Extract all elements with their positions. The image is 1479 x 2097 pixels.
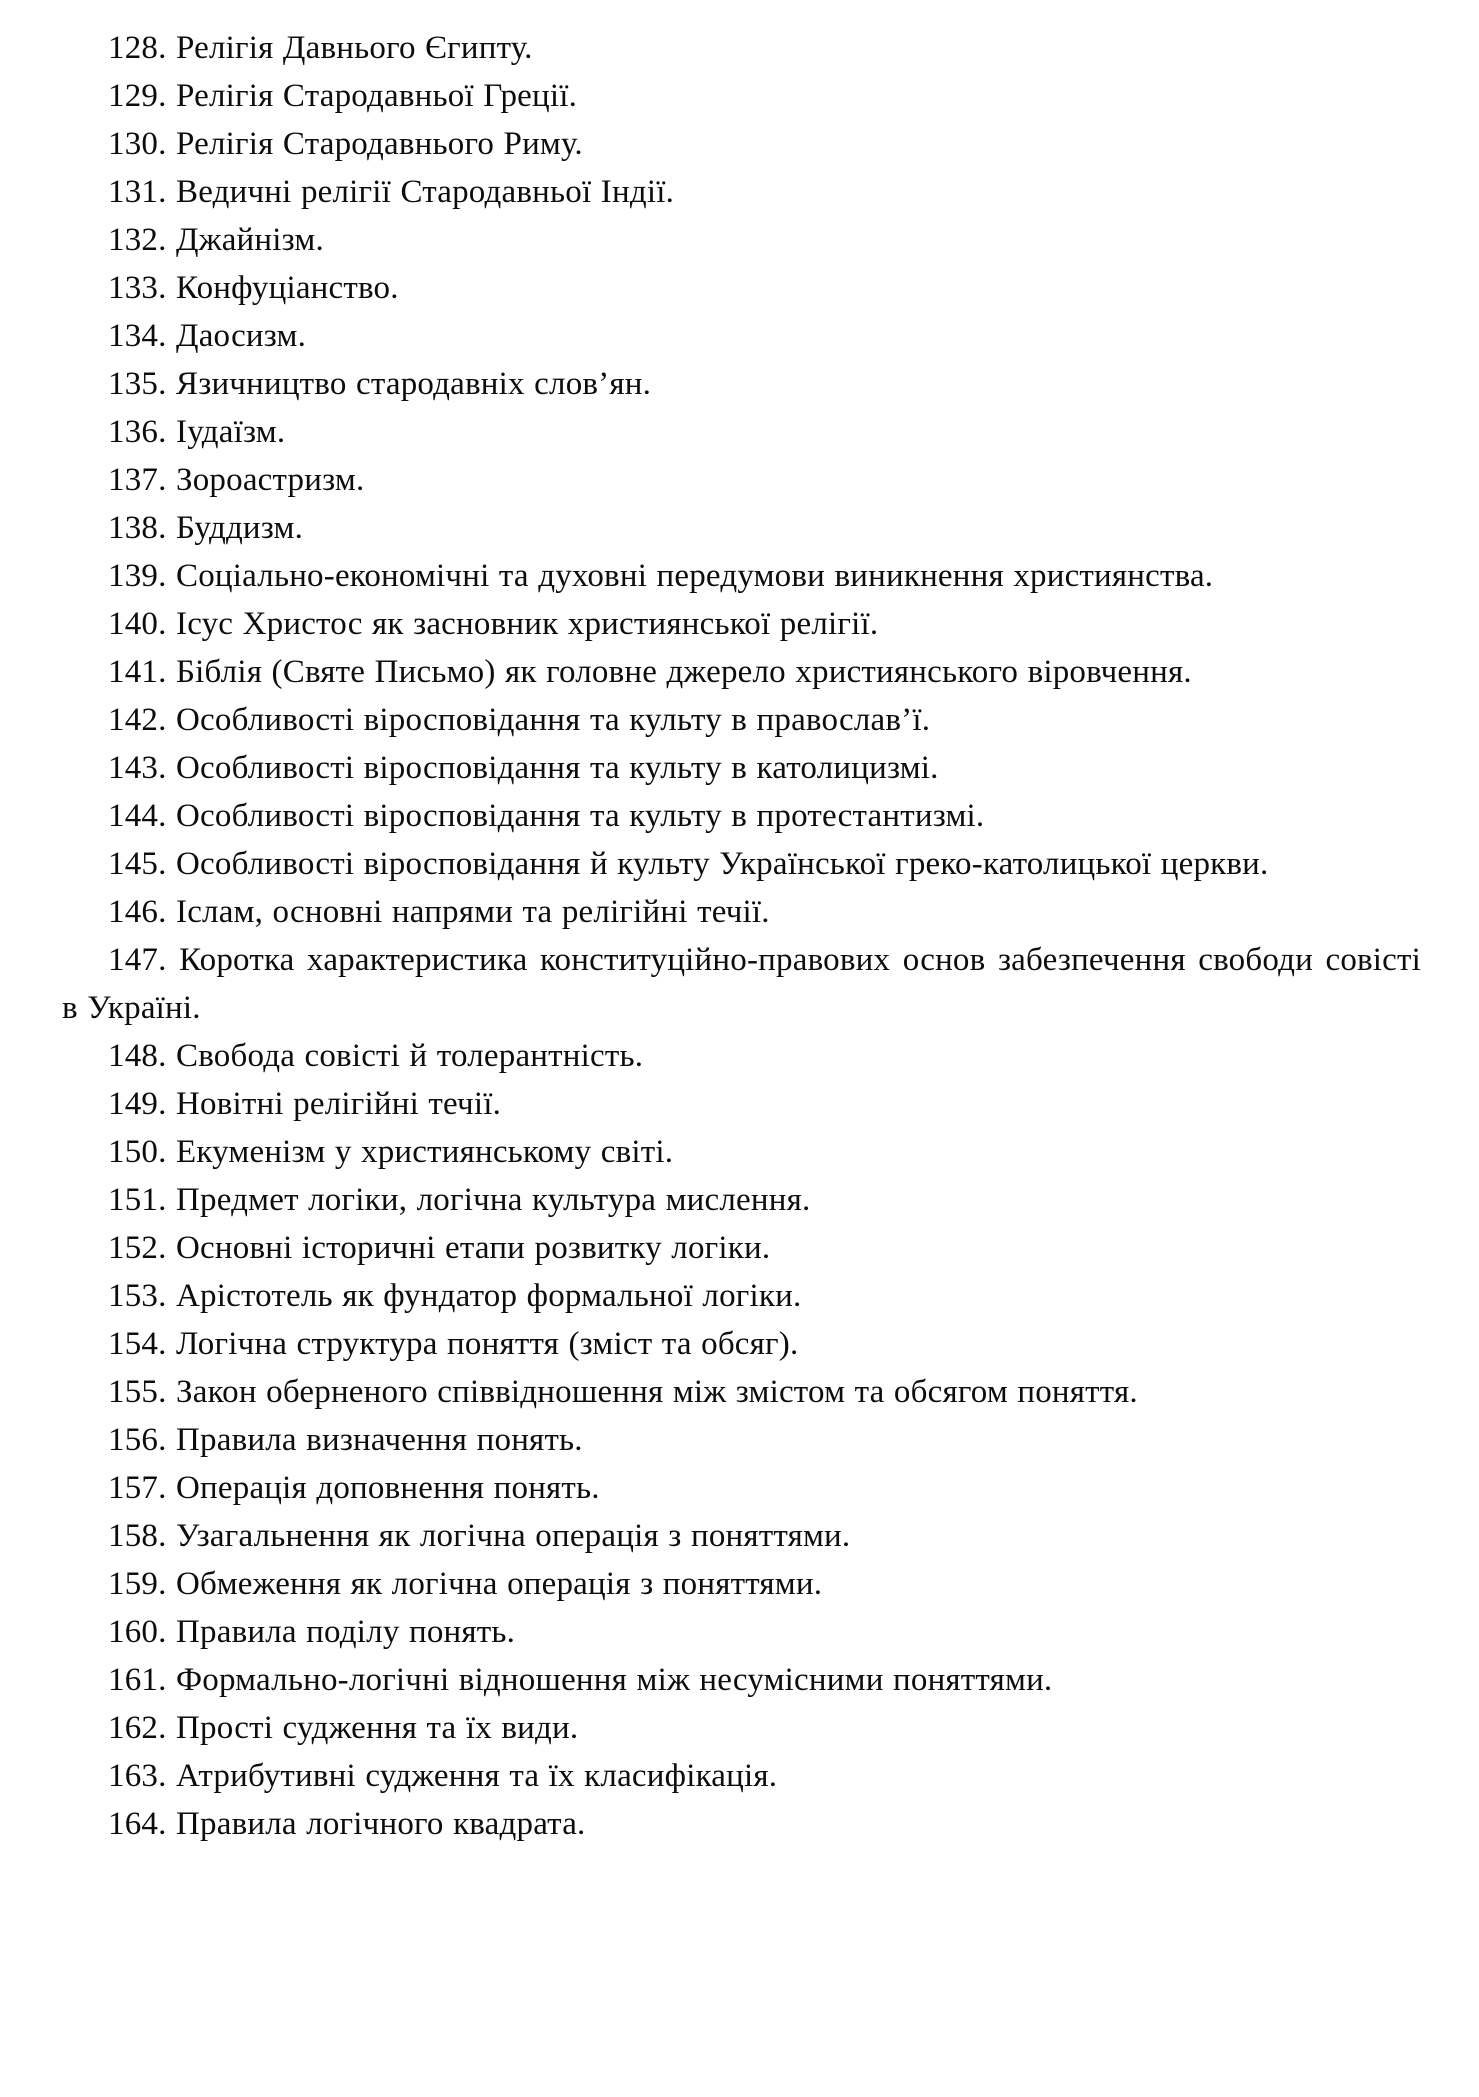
list-item: 151. Предмет логіки, логічна культура мислення. [108, 1182, 811, 1218]
list-item: 142. Особливості віросповідання та культу в православ’ї. [108, 702, 931, 738]
list-item: 141. Біблія (Святе Письмо) як головне джерело християнського віровчення. [108, 654, 1192, 690]
list-item: 136. Іудаїзм. [108, 414, 286, 450]
list-item: 133. Конфуціанство. [108, 270, 399, 306]
list-item: 164. Правила логічного квадрата. [108, 1806, 586, 1842]
list-item: 135. Язичництво стародавніх слов’ян. [108, 366, 652, 402]
list-item: 145. Особливості віросповідання й культу Української греко-католицької церкви. [108, 846, 1269, 882]
list-item: 158. Узагальнення як логічна операція з поняттями. [108, 1518, 851, 1554]
list-item: 129. Релігія Стародавньої Греції. [108, 78, 578, 114]
list-item: 137. Зороастризм. [108, 462, 365, 498]
list-item: 156. Правила визначення понять. [108, 1422, 583, 1458]
list-item: 140. Ісус Христос як засновник християнської релігії. [108, 606, 879, 642]
list-item: 154. Логічна структура поняття (зміст та обсяг). [108, 1326, 799, 1362]
list-item: 148. Свобода совісті й толерантність. [108, 1038, 644, 1074]
list-item: 147. Коротка характеристика конституційно-правових основ забезпечення свободи совісті в Україні. [62, 942, 1421, 1026]
list-item: 163. Атрибутивні судження та їх класифікація. [108, 1758, 778, 1794]
list-item: 144. Особливості віросповідання та культу в протестантизмі. [108, 798, 985, 834]
list-item: 150. Екуменізм у християнському світі. [108, 1134, 674, 1170]
list-item: 155. Закон оберненого співвідношення між змістом та обсягом поняття. [108, 1374, 1138, 1410]
question-list [62, 24, 1421, 1848]
list-item: 161. Формально-логічні відношення між несумісними поняттями. [108, 1662, 1053, 1698]
list-item: 146. Іслам, основні напрями та релігійні течії. [108, 894, 770, 930]
list-item: 162. Прості судження та їх види. [108, 1710, 579, 1746]
list-item: 149. Новітні релігійні течії. [108, 1086, 502, 1122]
list-item: 152. Основні історичні етапи розвитку логіки. [108, 1230, 771, 1266]
list-item: 138. Буддизм. [108, 510, 304, 546]
list-item: 131. Ведичні релігії Стародавньої Індії. [108, 174, 675, 210]
list-item: 157. Операція доповнення понять. [108, 1470, 600, 1506]
list-item: 160. Правила поділу понять. [108, 1614, 516, 1650]
list-item: 143. Особливості віросповідання та культу в католицизмі. [108, 750, 939, 786]
list-item: 130. Релігія Стародавнього Риму. [108, 126, 583, 162]
list-item: 128. Релігія Давнього Єгипту. [108, 30, 533, 66]
list-item: 139. Соціально-економічні та духовні передумови виникнення християнства. [108, 558, 1214, 594]
list-item: 132. Джайнізм. [108, 222, 324, 258]
list-item: 159. Обмеження як логічна операція з поняттями. [108, 1566, 823, 1602]
list-item: 134. Даосизм. [108, 318, 307, 354]
list-item: 153. Арістотель як фундатор формальної логіки. [108, 1278, 802, 1314]
